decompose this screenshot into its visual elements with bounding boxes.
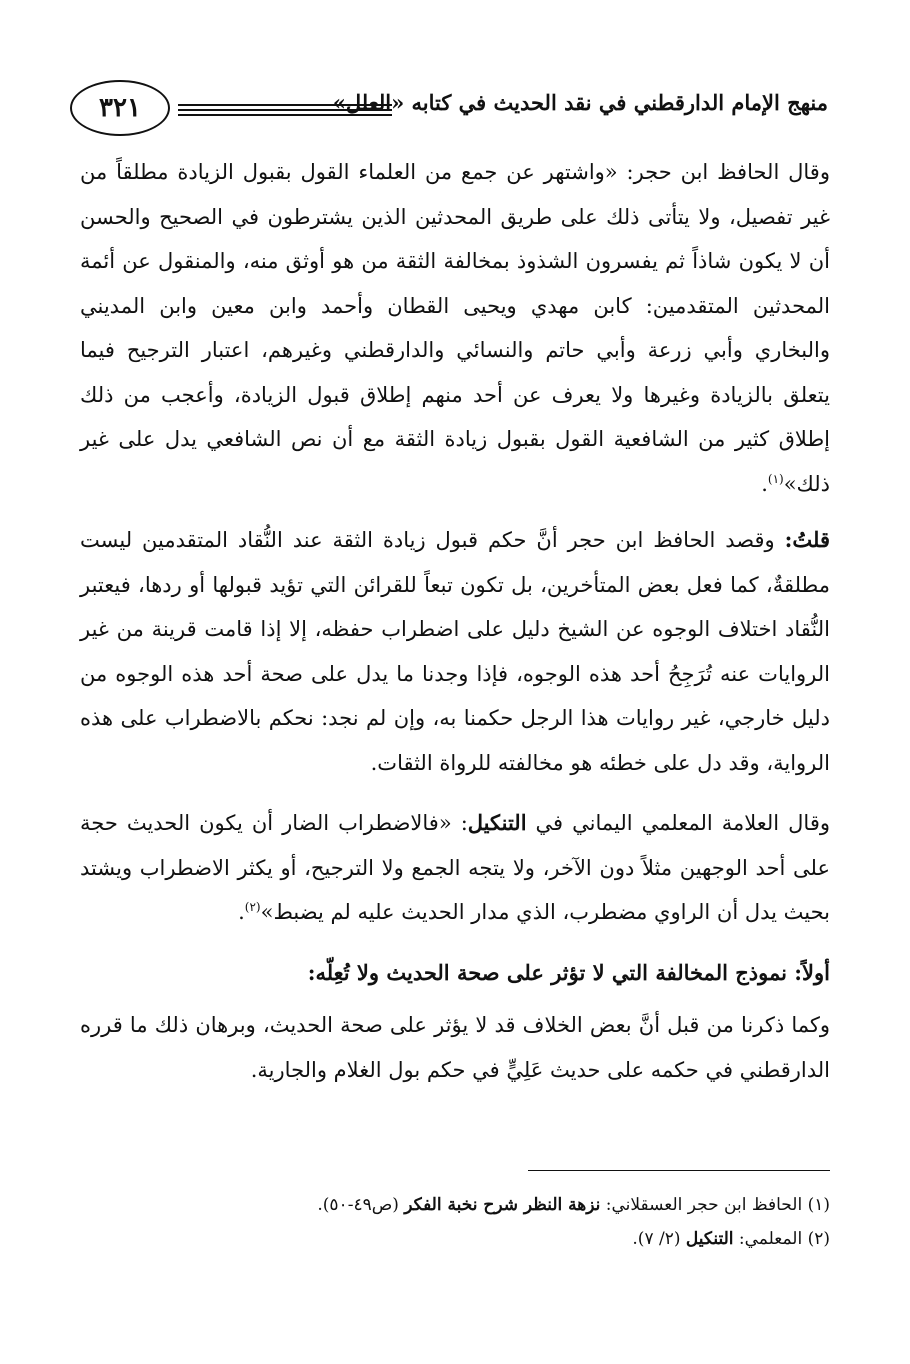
paragraph-text: وقصد الحافظ ابن حجر أنَّ حكم قبول زيادة الثقة عند النُّقاد المتقدمين ليست مطلقةٌ، كما فعل بعض المتأخرين، بل تكون تبعاً للقرائن التي تؤيد قبولها أو ردها، فيعتبر النُّقاد اختلاف الوجوه عن الشيخ دليل على اضطراب حفظه، إلا إذا قامت قرينة من غير الروايات عنه تُرَجِحُ أحد هذه الوجوه، فإذا وجدنا ما يدل على صحة أحد هذه الوجوه من دليل خارجي، غير روايات هذا الرجل حكمنا به، وإن لم نجد: نحكم بالاضطراب على هذه الرواية، وقد دل على خطئه هو مخالفته للرواة الثقات.	[80, 528, 830, 775]
paragraph-text: وقال الحافظ ابن حجر: «واشتهر عن جمع من العلماء القول بقبول الزيادة مطلقاً من غير تفصيل، ولا يتأتى ذلك على طريق المحدثين الذين يشترطون في الصحيح والحسن أن لا يكون شاذاً ثم يفسرون الشذوذ بمخالفة الثقة من هو أوثق منه، والمنقول عن أئمة المحدثين المتقدمين: كابن مهدي ويحيى القطان وأحمد وابن معين وابن المديني والبخاري وأبي زرعة وأبي حاتم والنسائي والدارقطني وغيرهم، اعتبار الترجيح فيما يتعلق بالزيادة وغيرها ولا يعرف عن أحد منهم إطلاق قبول الزيادة، وأعجب من ذلك إطلاق كثير من الشافعية القول بقبول زيادة الثقة مع أن نص الشافعي يدل على غير ذلك»	[80, 160, 830, 496]
paragraph-end: .	[761, 471, 768, 496]
footnote-ref-2: (٢)	[244, 900, 261, 914]
footnote-2	[80, 1222, 830, 1256]
running-header	[70, 78, 828, 140]
paragraph-end: .	[238, 900, 245, 924]
header-rule-top	[178, 104, 392, 106]
footnote-text: (ص٤٩-٥٠).	[317, 1195, 405, 1215]
footnote-text: (٢/ ٧).	[632, 1229, 686, 1249]
footnote-ref-1: (١)	[767, 471, 784, 486]
page-number: ٣٢١	[99, 93, 141, 123]
paragraph-text: : «فالاضطراب الضار أن يكون الحديث حجة على أحد الوجهين مثلاً دون الآخر، ولا يتجه الجمع ولا الترجيح، أو يكثر الاضطراب ويشتد بحيث يدل أن الراوي مضطرب، الذي مدار الحديث عليه لم يضبط»	[80, 811, 830, 924]
footnote-text: (١) الحافظ ابن حجر العسقلاني:	[600, 1195, 830, 1215]
qultu-lead: قلتُ:	[784, 527, 830, 552]
footnotes	[80, 1188, 830, 1256]
paragraph-text: وكما ذكرنا من قبل أنَّ بعض الخلاف قد لا يؤثر على صحة الحديث، وبرهان ذلك ما قرره الدارقطني في حكمه على حديث عَلِيٍّ في حكم بول الغلام والجارية.	[80, 1013, 830, 1082]
footnote-source: التنكيل	[685, 1229, 734, 1249]
running-title: منهج الإمام الدارقطني في نقد الحديث في كتابه «العلل»	[332, 90, 828, 115]
paragraph-author-comment	[80, 518, 830, 785]
section-heading: أولاً: نموذج المخالفة التي لا تؤثر على صحة الحديث ولا تُعِلّه:	[307, 959, 830, 985]
paragraph-example-intro	[80, 1003, 830, 1092]
footnote-1	[80, 1188, 830, 1222]
footnote-separator	[528, 1170, 830, 1171]
paragraph-muallimi-quote	[80, 801, 830, 935]
page-body	[80, 150, 830, 1108]
header-rule-middle	[178, 109, 392, 111]
page-number-oval	[70, 80, 170, 136]
footnote-source: نزهة النظر شرح نخبة الفكر	[404, 1195, 601, 1215]
footnote-text: (٢) المعلمي:	[733, 1229, 830, 1249]
paragraph-text: وقال العلامة المعلمي اليماني في	[526, 811, 830, 835]
paragraph-ibn-hajar-quote	[80, 150, 830, 506]
source-title: التنكيل	[467, 810, 527, 835]
header-rule-bottom	[178, 114, 392, 116]
